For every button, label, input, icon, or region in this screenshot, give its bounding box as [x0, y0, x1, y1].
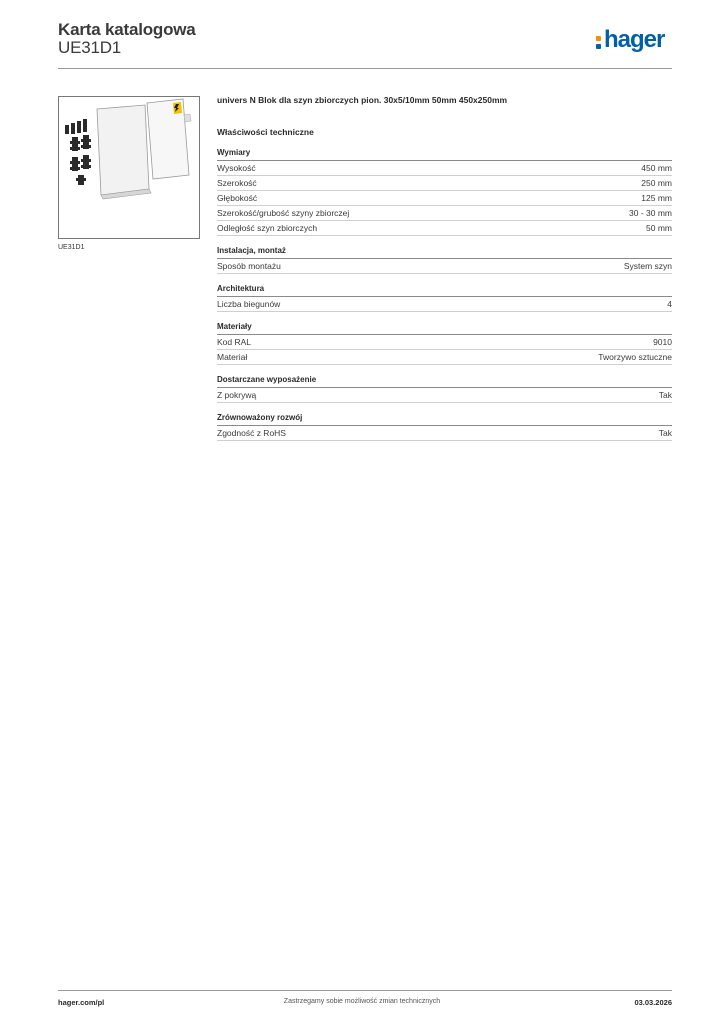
image-caption: UE31D1: [58, 244, 85, 251]
property-row: [217, 426, 672, 441]
property-group: [217, 246, 672, 274]
property-row: [217, 221, 672, 236]
property-group: [217, 322, 672, 365]
property-value: System szyn: [623, 261, 672, 271]
section-heading: Właściwości techniczne: [217, 127, 314, 137]
property-group: [217, 375, 672, 403]
product-image: [58, 96, 200, 239]
property-group: [217, 413, 672, 441]
product-title: univers N Blok dla szyn zbiorczych pion. 30x5/10mm 50mm 450x250mm: [217, 95, 508, 105]
product-details: [217, 94, 672, 441]
property-label: Liczba biegunów: [217, 299, 281, 309]
property-value: 30 - 30 mm: [629, 208, 672, 218]
property-label: Szerokość/grubość szyny zbiorczej: [217, 208, 350, 218]
property-group: [217, 148, 672, 236]
group-heading: Instalacja, montaż: [217, 246, 672, 259]
property-value: Tak: [658, 428, 672, 438]
footer-divider: [58, 990, 672, 991]
property-row: [217, 206, 672, 221]
property-value: Tak: [658, 390, 672, 400]
property-value: 250 mm: [641, 178, 672, 188]
property-row: [217, 297, 672, 312]
property-row: [217, 176, 672, 191]
property-label: Odległość szyn zbiorczych: [217, 223, 318, 233]
group-heading: Zrównoważony rozwój: [217, 413, 672, 426]
group-heading: Architektura: [217, 284, 672, 297]
property-value: Tworzywo sztuczne: [598, 352, 672, 362]
property-group: [217, 284, 672, 312]
footer-disclaimer: Zastrzegamy sobie możliwość zmian technicznych: [283, 998, 441, 1005]
logo-text: hager: [604, 26, 665, 53]
product-illustration: [59, 97, 199, 238]
footer-website: hager.com/pl: [58, 998, 105, 1007]
property-row: [217, 335, 672, 350]
property-value: 4: [667, 299, 672, 309]
group-heading: Dostarczane wyposażenie: [217, 375, 672, 388]
logo-dot-top: [596, 36, 601, 41]
product-code: UE31D1: [58, 38, 122, 57]
property-label: Materiał: [217, 352, 248, 362]
property-label: Wysokość: [217, 163, 256, 173]
property-label: Z pokrywą: [217, 390, 257, 400]
property-value: 9010: [653, 337, 672, 347]
hager-logo: [596, 26, 676, 55]
group-heading: Wymiary: [217, 148, 672, 161]
property-label: Kod RAL: [217, 337, 252, 347]
property-label: Głębokość: [217, 193, 258, 203]
document-title: Karta katalogowa: [58, 20, 196, 39]
property-row: [217, 388, 672, 403]
property-value: 50 mm: [646, 223, 672, 233]
property-label: Zgodność z RoHS: [217, 428, 286, 438]
property-row: [217, 161, 672, 176]
property-label: Sposób montażu: [217, 261, 281, 271]
logo-dot-bottom: [596, 44, 601, 49]
property-value: 450 mm: [641, 163, 672, 173]
property-row: [217, 350, 672, 365]
property-value: 125 mm: [641, 193, 672, 203]
footer-date: 03.03.2026: [634, 998, 672, 1007]
property-groups: [217, 148, 672, 441]
property-label: Szerokość: [217, 178, 257, 188]
property-row: [217, 259, 672, 274]
header-divider: [58, 68, 672, 69]
property-row: [217, 191, 672, 206]
group-heading: Materiały: [217, 322, 672, 335]
